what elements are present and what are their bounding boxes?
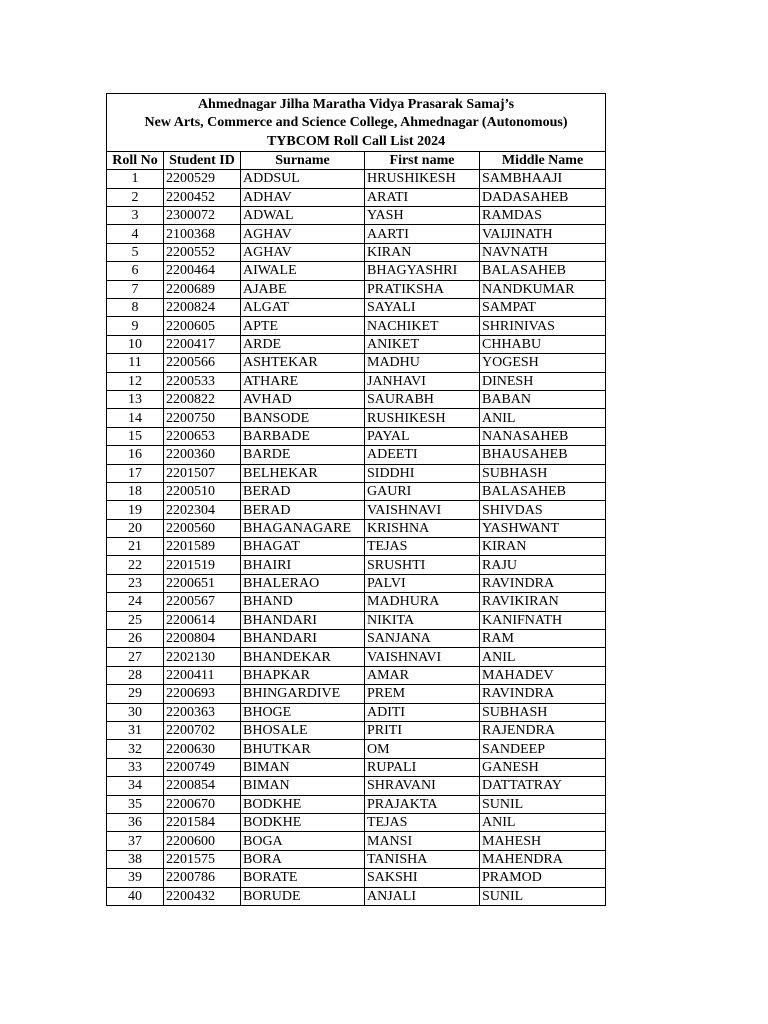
middle-name-cell: DADASAHEB <box>480 188 606 206</box>
middle-name-cell: DATTATRAY <box>480 777 606 795</box>
roll-no-cell: 34 <box>107 777 164 795</box>
roll-no-cell: 11 <box>107 354 164 372</box>
surname-cell: BHALERAO <box>241 574 365 592</box>
middle-name-cell: SAMBHAAJI <box>480 170 606 188</box>
roll-no-cell: 2 <box>107 188 164 206</box>
roll-no-cell: 20 <box>107 519 164 537</box>
table-row <box>107 280 606 298</box>
student-id-cell: 2200360 <box>164 446 241 464</box>
roll-no-cell: 28 <box>107 666 164 684</box>
table-row <box>107 262 606 280</box>
table-row <box>107 207 606 225</box>
college-name: New Arts, Commerce and Science College, Ahmednagar (Autonomous) <box>144 115 568 131</box>
student-id-cell: 2200630 <box>164 740 241 758</box>
table-row <box>107 372 606 390</box>
table-row <box>107 556 606 574</box>
surname-cell: AVHAD <box>241 390 365 408</box>
surname-cell: AGHAV <box>241 225 365 243</box>
student-id-cell: 2200605 <box>164 317 241 335</box>
first-name-cell: TEJAS <box>365 538 480 556</box>
first-name-cell: SHRAVANI <box>365 777 480 795</box>
column-header-surname: Surname <box>241 151 365 169</box>
middle-name-cell: GANESH <box>480 758 606 776</box>
surname-cell: BARBADE <box>241 427 365 445</box>
table-row <box>107 464 606 482</box>
roll-no-cell: 4 <box>107 225 164 243</box>
roll-call-sheet <box>106 93 605 906</box>
surname-cell: ALGAT <box>241 299 365 317</box>
first-name-cell: MADHURA <box>365 593 480 611</box>
table-row <box>107 317 606 335</box>
first-name-cell: KRISHNA <box>365 519 480 537</box>
roll-no-cell: 7 <box>107 280 164 298</box>
middle-name-cell: NAVNATH <box>480 243 606 261</box>
roll-no-cell: 22 <box>107 556 164 574</box>
surname-cell: BANSODE <box>241 409 365 427</box>
surname-cell: BHANDARI <box>241 630 365 648</box>
table-row <box>107 519 606 537</box>
first-name-cell: KIRAN <box>365 243 480 261</box>
student-id-cell: 2200614 <box>164 611 241 629</box>
roll-no-cell: 39 <box>107 869 164 887</box>
roll-no-cell: 5 <box>107 243 164 261</box>
table-row <box>107 354 606 372</box>
surname-cell: BODKHE <box>241 795 365 813</box>
student-id-cell: 2201519 <box>164 556 241 574</box>
surname-cell: ADWAL <box>241 207 365 225</box>
surname-cell: BHOSALE <box>241 722 365 740</box>
student-id-cell: 2200786 <box>164 869 241 887</box>
first-name-cell: RUSHIKESH <box>365 409 480 427</box>
first-name-cell: ANIKET <box>365 335 480 353</box>
middle-name-cell: YASHWANT <box>480 519 606 537</box>
roll-no-cell: 35 <box>107 795 164 813</box>
roll-no-cell: 6 <box>107 262 164 280</box>
table-row <box>107 611 606 629</box>
surname-cell: BHANDARI <box>241 611 365 629</box>
roll-no-cell: 18 <box>107 482 164 500</box>
student-id-cell: 2200653 <box>164 427 241 445</box>
student-id-cell: 2200689 <box>164 280 241 298</box>
first-name-cell: SIDDHI <box>365 464 480 482</box>
middle-name-cell: ANIL <box>480 409 606 427</box>
table-row <box>107 630 606 648</box>
middle-name-cell: CHHABU <box>480 335 606 353</box>
roll-no-cell: 1 <box>107 170 164 188</box>
middle-name-cell: PRAMOD <box>480 869 606 887</box>
roll-no-cell: 14 <box>107 409 164 427</box>
roll-no-cell: 16 <box>107 446 164 464</box>
student-id-cell: 2200432 <box>164 887 241 905</box>
first-name-cell: NACHIKET <box>365 317 480 335</box>
middle-name-cell: RAMDAS <box>480 207 606 225</box>
table-row <box>107 813 606 831</box>
roll-no-cell: 13 <box>107 390 164 408</box>
student-id-cell: 2200452 <box>164 188 241 206</box>
table-row <box>107 648 606 666</box>
roll-no-cell: 27 <box>107 648 164 666</box>
surname-cell: ATHARE <box>241 372 365 390</box>
surname-cell: BHAGAT <box>241 538 365 556</box>
roll-no-cell: 40 <box>107 887 164 905</box>
middle-name-cell: RAJENDRA <box>480 722 606 740</box>
surname-cell: BELHEKAR <box>241 464 365 482</box>
surname-cell: APTE <box>241 317 365 335</box>
first-name-cell: PRAJAKTA <box>365 795 480 813</box>
roll-no-cell: 10 <box>107 335 164 353</box>
table-row <box>107 427 606 445</box>
first-name-cell: MANSI <box>365 832 480 850</box>
middle-name-cell: MAHENDRA <box>480 850 606 868</box>
roll-no-cell: 17 <box>107 464 164 482</box>
first-name-cell: OM <box>365 740 480 758</box>
roll-no-cell: 32 <box>107 740 164 758</box>
student-id-cell: 2200560 <box>164 519 241 537</box>
middle-name-cell: RAVINDRA <box>480 574 606 592</box>
table-row <box>107 777 606 795</box>
student-id-cell: 2200363 <box>164 703 241 721</box>
column-header-first-name: First name <box>365 151 480 169</box>
student-id-cell: 2201507 <box>164 464 241 482</box>
surname-cell: AJABE <box>241 280 365 298</box>
surname-cell: ARDE <box>241 335 365 353</box>
table-row <box>107 188 606 206</box>
first-name-cell: SAURABH <box>365 390 480 408</box>
student-id-cell: 2200417 <box>164 335 241 353</box>
student-id-cell: 2200670 <box>164 795 241 813</box>
first-name-cell: SANJANA <box>365 630 480 648</box>
first-name-cell: BHAGYASHRI <box>365 262 480 280</box>
middle-name-cell: MAHESH <box>480 832 606 850</box>
table-row <box>107 887 606 905</box>
table-row <box>107 170 606 188</box>
surname-cell: AIWALE <box>241 262 365 280</box>
student-id-cell: 2202304 <box>164 501 241 519</box>
student-id-cell: 2200411 <box>164 666 241 684</box>
surname-cell: BHOGE <box>241 703 365 721</box>
middle-name-cell: MAHADEV <box>480 666 606 684</box>
middle-name-cell: VAIJINATH <box>480 225 606 243</box>
surname-cell: BODKHE <box>241 813 365 831</box>
surname-cell: BORATE <box>241 869 365 887</box>
middle-name-cell: ANIL <box>480 648 606 666</box>
table-row <box>107 574 606 592</box>
middle-name-cell: KANIFNATH <box>480 611 606 629</box>
middle-name-cell: BABAN <box>480 390 606 408</box>
first-name-cell: PREM <box>365 685 480 703</box>
table-row <box>107 299 606 317</box>
column-header-row <box>107 151 606 169</box>
roll-no-cell: 25 <box>107 611 164 629</box>
table-row <box>107 482 606 500</box>
roll-no-cell: 31 <box>107 722 164 740</box>
middle-name-cell: BALASAHEB <box>480 262 606 280</box>
table-row <box>107 501 606 519</box>
student-id-cell: 2200600 <box>164 832 241 850</box>
surname-cell: BHAGANAGARE <box>241 519 365 537</box>
table-row <box>107 243 606 261</box>
table-row <box>107 740 606 758</box>
first-name-cell: NIKITA <box>365 611 480 629</box>
first-name-cell: TEJAS <box>365 813 480 831</box>
table-row <box>107 446 606 464</box>
roll-no-cell: 33 <box>107 758 164 776</box>
middle-name-cell: RAM <box>480 630 606 648</box>
student-id-cell: 2201575 <box>164 850 241 868</box>
middle-name-cell: RAVIKIRAN <box>480 593 606 611</box>
roll-no-cell: 29 <box>107 685 164 703</box>
student-id-cell: 2200533 <box>164 372 241 390</box>
student-id-cell: 2200822 <box>164 390 241 408</box>
table-row <box>107 225 606 243</box>
first-name-cell: VAISHNAVI <box>365 648 480 666</box>
roll-no-cell: 19 <box>107 501 164 519</box>
table-row <box>107 390 606 408</box>
middle-name-cell: SHIVDAS <box>480 501 606 519</box>
first-name-cell: ARATI <box>365 188 480 206</box>
student-id-cell: 2300072 <box>164 207 241 225</box>
student-id-cell: 2200566 <box>164 354 241 372</box>
roll-call-table <box>106 93 606 906</box>
first-name-cell: PRITI <box>365 722 480 740</box>
student-id-cell: 2200750 <box>164 409 241 427</box>
first-name-cell: AARTI <box>365 225 480 243</box>
student-id-cell: 2201584 <box>164 813 241 831</box>
surname-cell: BORA <box>241 850 365 868</box>
roll-no-cell: 8 <box>107 299 164 317</box>
middle-name-cell: KIRAN <box>480 538 606 556</box>
roll-no-cell: 24 <box>107 593 164 611</box>
first-name-cell: ADITI <box>365 703 480 721</box>
roll-no-cell: 12 <box>107 372 164 390</box>
table-row <box>107 685 606 703</box>
table-row <box>107 832 606 850</box>
surname-cell: BHUTKAR <box>241 740 365 758</box>
middle-name-cell: NANASAHEB <box>480 427 606 445</box>
table-row <box>107 538 606 556</box>
title-row <box>107 94 606 152</box>
roll-no-cell: 23 <box>107 574 164 592</box>
roll-no-cell: 15 <box>107 427 164 445</box>
institution-name: Ahmednagar Jilha Maratha Vidya Prasarak Samaj’s <box>197 97 515 112</box>
student-id-cell: 2200510 <box>164 482 241 500</box>
middle-name-cell: DINESH <box>480 372 606 390</box>
surname-cell: BHAIRI <box>241 556 365 574</box>
student-id-cell: 2200702 <box>164 722 241 740</box>
column-header-student-id: Student ID <box>164 151 241 169</box>
middle-name-cell: RAVINDRA <box>480 685 606 703</box>
surname-cell: BERAD <box>241 482 365 500</box>
table-body <box>107 170 606 906</box>
roll-no-cell: 37 <box>107 832 164 850</box>
first-name-cell: VAISHNAVI <box>365 501 480 519</box>
document-header <box>107 94 606 152</box>
surname-cell: BHAND <box>241 593 365 611</box>
table-row <box>107 409 606 427</box>
student-id-cell: 2200824 <box>164 299 241 317</box>
student-id-cell: 2200804 <box>164 630 241 648</box>
surname-cell: BHANDEKAR <box>241 648 365 666</box>
first-name-cell: PRATIKSHA <box>365 280 480 298</box>
surname-cell: BHAPKAR <box>241 666 365 684</box>
roll-no-cell: 36 <box>107 813 164 831</box>
middle-name-cell: SHRINIVAS <box>480 317 606 335</box>
middle-name-cell: NANDKUMAR <box>480 280 606 298</box>
surname-cell: BORUDE <box>241 887 365 905</box>
roll-no-cell: 26 <box>107 630 164 648</box>
student-id-cell: 2200567 <box>164 593 241 611</box>
first-name-cell: ADEETI <box>365 446 480 464</box>
roll-no-cell: 3 <box>107 207 164 225</box>
student-id-cell: 2200693 <box>164 685 241 703</box>
middle-name-cell: SUNIL <box>480 887 606 905</box>
surname-cell: AGHAV <box>241 243 365 261</box>
table-row <box>107 850 606 868</box>
table-row <box>107 666 606 684</box>
roll-no-cell: 30 <box>107 703 164 721</box>
middle-name-cell: SANDEEP <box>480 740 606 758</box>
first-name-cell: AMAR <box>365 666 480 684</box>
middle-name-cell: SUNIL <box>480 795 606 813</box>
first-name-cell: YASH <box>365 207 480 225</box>
roll-no-cell: 9 <box>107 317 164 335</box>
roll-no-cell: 38 <box>107 850 164 868</box>
column-header-roll-no: Roll No <box>107 151 164 169</box>
student-id-cell: 2200749 <box>164 758 241 776</box>
first-name-cell: HRUSHIKESH <box>365 170 480 188</box>
first-name-cell: PALVI <box>365 574 480 592</box>
middle-name-cell: ANIL <box>480 813 606 831</box>
first-name-cell: ANJALI <box>365 887 480 905</box>
middle-name-cell: BALASAHEB <box>480 482 606 500</box>
student-id-cell: 2200854 <box>164 777 241 795</box>
middle-name-cell: SUBHASH <box>480 464 606 482</box>
table-row <box>107 703 606 721</box>
first-name-cell: RUPALI <box>365 758 480 776</box>
surname-cell: BERAD <box>241 501 365 519</box>
first-name-cell: PAYAL <box>365 427 480 445</box>
student-id-cell: 2202130 <box>164 648 241 666</box>
surname-cell: BHINGARDIVE <box>241 685 365 703</box>
student-id-cell: 2200651 <box>164 574 241 592</box>
table-row <box>107 722 606 740</box>
student-id-cell: 2201589 <box>164 538 241 556</box>
surname-cell: ASHTEKAR <box>241 354 365 372</box>
roll-no-cell: 21 <box>107 538 164 556</box>
student-id-cell: 2200464 <box>164 262 241 280</box>
table-row <box>107 593 606 611</box>
surname-cell: BARDE <box>241 446 365 464</box>
middle-name-cell: RAJU <box>480 556 606 574</box>
table-row <box>107 795 606 813</box>
first-name-cell: TANISHA <box>365 850 480 868</box>
first-name-cell: MADHU <box>365 354 480 372</box>
middle-name-cell: YOGESH <box>480 354 606 372</box>
surname-cell: ADDSUL <box>241 170 365 188</box>
middle-name-cell: BHAUSAHEB <box>480 446 606 464</box>
surname-cell: BOGA <box>241 832 365 850</box>
first-name-cell: JANHAVI <box>365 372 480 390</box>
student-id-cell: 2100368 <box>164 225 241 243</box>
first-name-cell: SAYALI <box>365 299 480 317</box>
surname-cell: ADHAV <box>241 188 365 206</box>
column-header-middle-name: Middle Name <box>480 151 606 169</box>
first-name-cell: SRUSHTI <box>365 556 480 574</box>
first-name-cell: SAKSHI <box>365 869 480 887</box>
table-row <box>107 335 606 353</box>
surname-cell: BIMAN <box>241 758 365 776</box>
list-title: TYBCOM Roll Call List 2024 <box>266 133 446 149</box>
middle-name-cell: SUBHASH <box>480 703 606 721</box>
student-id-cell: 2200552 <box>164 243 241 261</box>
student-id-cell: 2200529 <box>164 170 241 188</box>
surname-cell: BIMAN <box>241 777 365 795</box>
middle-name-cell: SAMPAT <box>480 299 606 317</box>
table-row <box>107 758 606 776</box>
table-row <box>107 869 606 887</box>
first-name-cell: GAURI <box>365 482 480 500</box>
